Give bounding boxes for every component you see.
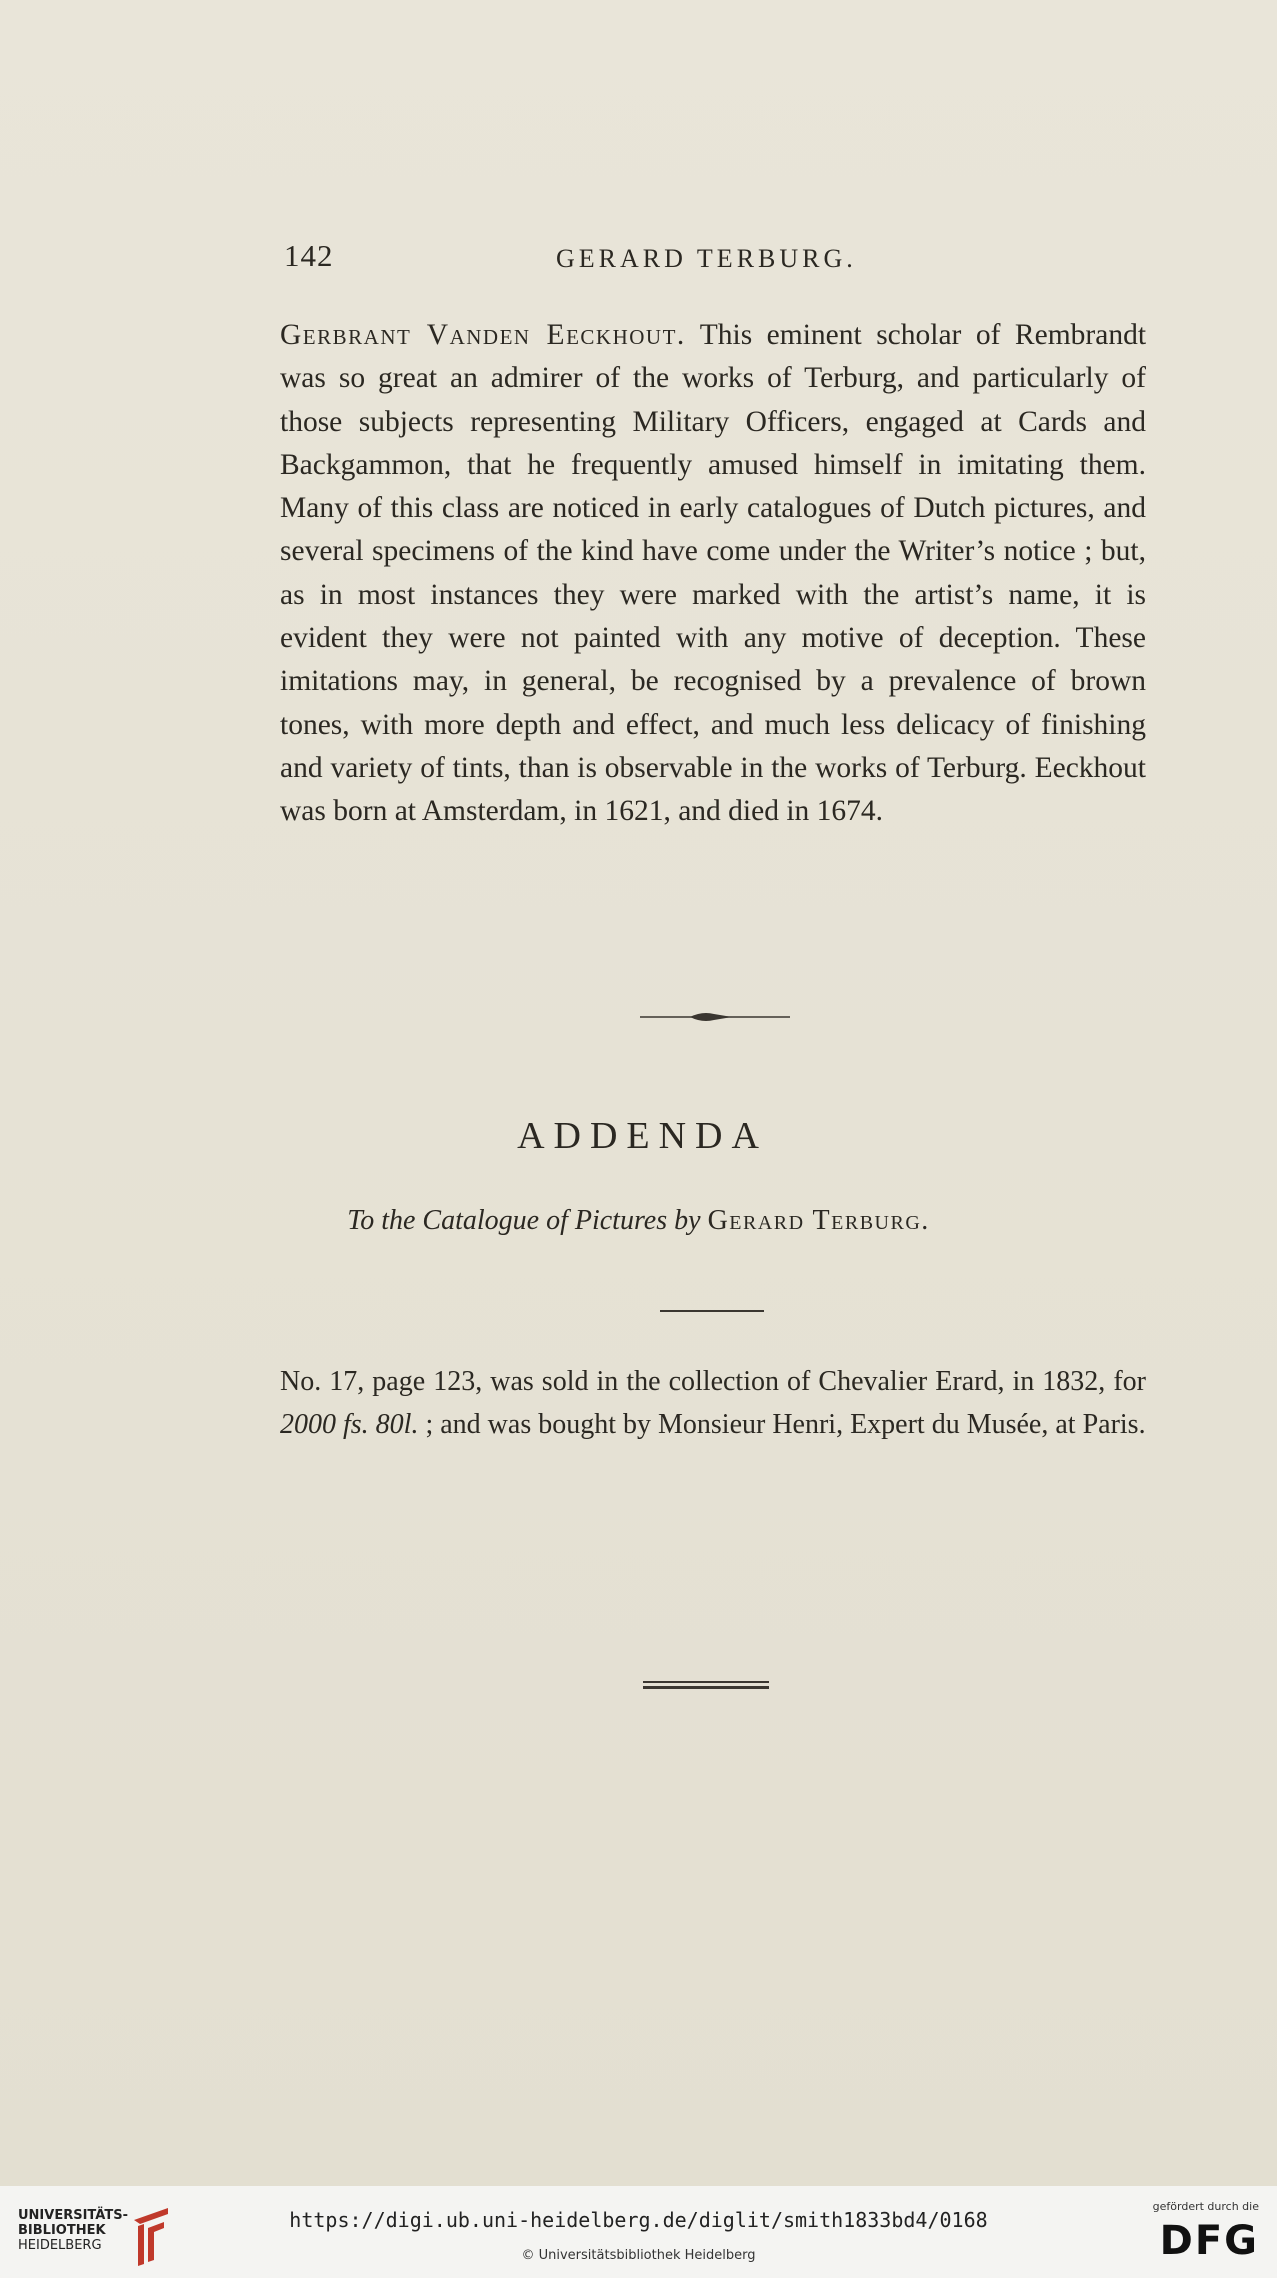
library-name-line1: UNIVERSITÄTS- xyxy=(18,2208,128,2223)
entry-paragraph xyxy=(280,314,1146,834)
footer-bar xyxy=(0,2186,1277,2278)
end-double-rule xyxy=(643,1681,769,1691)
addenda-subheading xyxy=(0,1205,1277,1237)
addenda-subheading-name: Gerard Terburg. xyxy=(707,1205,930,1236)
entry-artist-name: Gerbrant Vanden Eeckhout. xyxy=(280,319,686,351)
funder-caption: gefördert durch die xyxy=(1152,2200,1259,2213)
addenda-heading: ADDENDA xyxy=(517,1115,768,1157)
library-name-line2: BIBLIOTHEK xyxy=(18,2223,106,2238)
entry-text: This eminent scholar of Rembrandt was so great an admirer of the works of Terburg, and particularly of those subjects representing Military Officers, engaged at Cards and Backgammon, that he frequently amused himself in imitating them. Many of this class are noticed in early catalogues of Dutch pictures, and several specimens of the kind have come under the Writer’s notice ; but, as in most instances they were marked with the artist’s name, it is evident they were not painted with any motive of deception. These imitations may, in general, be recognised by a prevalence of brown tones, with more depth and effect, and much less delicacy of finishing and variety of tints, than is observable in the works of Terburg. Eeckhout was born at Amsterdam, in 1621, and died in 1674. xyxy=(280,319,1147,828)
running-head xyxy=(284,238,1144,278)
addenda-text-before: No. 17, page 123, was sold in the collection of Chevalier Erard, in 1832, for xyxy=(280,1366,1146,1397)
permalink-url[interactable]: https://digi.ub.uni-heidelberg.de/diglit/smith1833bd4/0168 xyxy=(289,2208,988,2232)
addenda-text-after: ; and was bought by Monsieur Henri, Expert du Musée, at Paris. xyxy=(418,1409,1146,1440)
addenda-subheading-italic: To the Catalogue of Pictures by xyxy=(347,1205,701,1236)
copyright-notice: © Universitätsbibliothek Heidelberg xyxy=(521,2248,756,2263)
addenda-paragraph xyxy=(280,1360,1146,1446)
funder-block xyxy=(1129,2200,1259,2270)
ornament-divider xyxy=(640,1010,790,1024)
running-title: GERARD TERBURG. xyxy=(556,244,857,273)
addenda-amount: 2000 fs. 80l. xyxy=(280,1409,419,1440)
library-name-line3: HEIDELBERG xyxy=(18,2238,102,2253)
page-number: 142 xyxy=(284,238,334,273)
short-rule xyxy=(660,1310,764,1312)
dfg-logo[interactable]: DFG xyxy=(1159,2218,1259,2264)
